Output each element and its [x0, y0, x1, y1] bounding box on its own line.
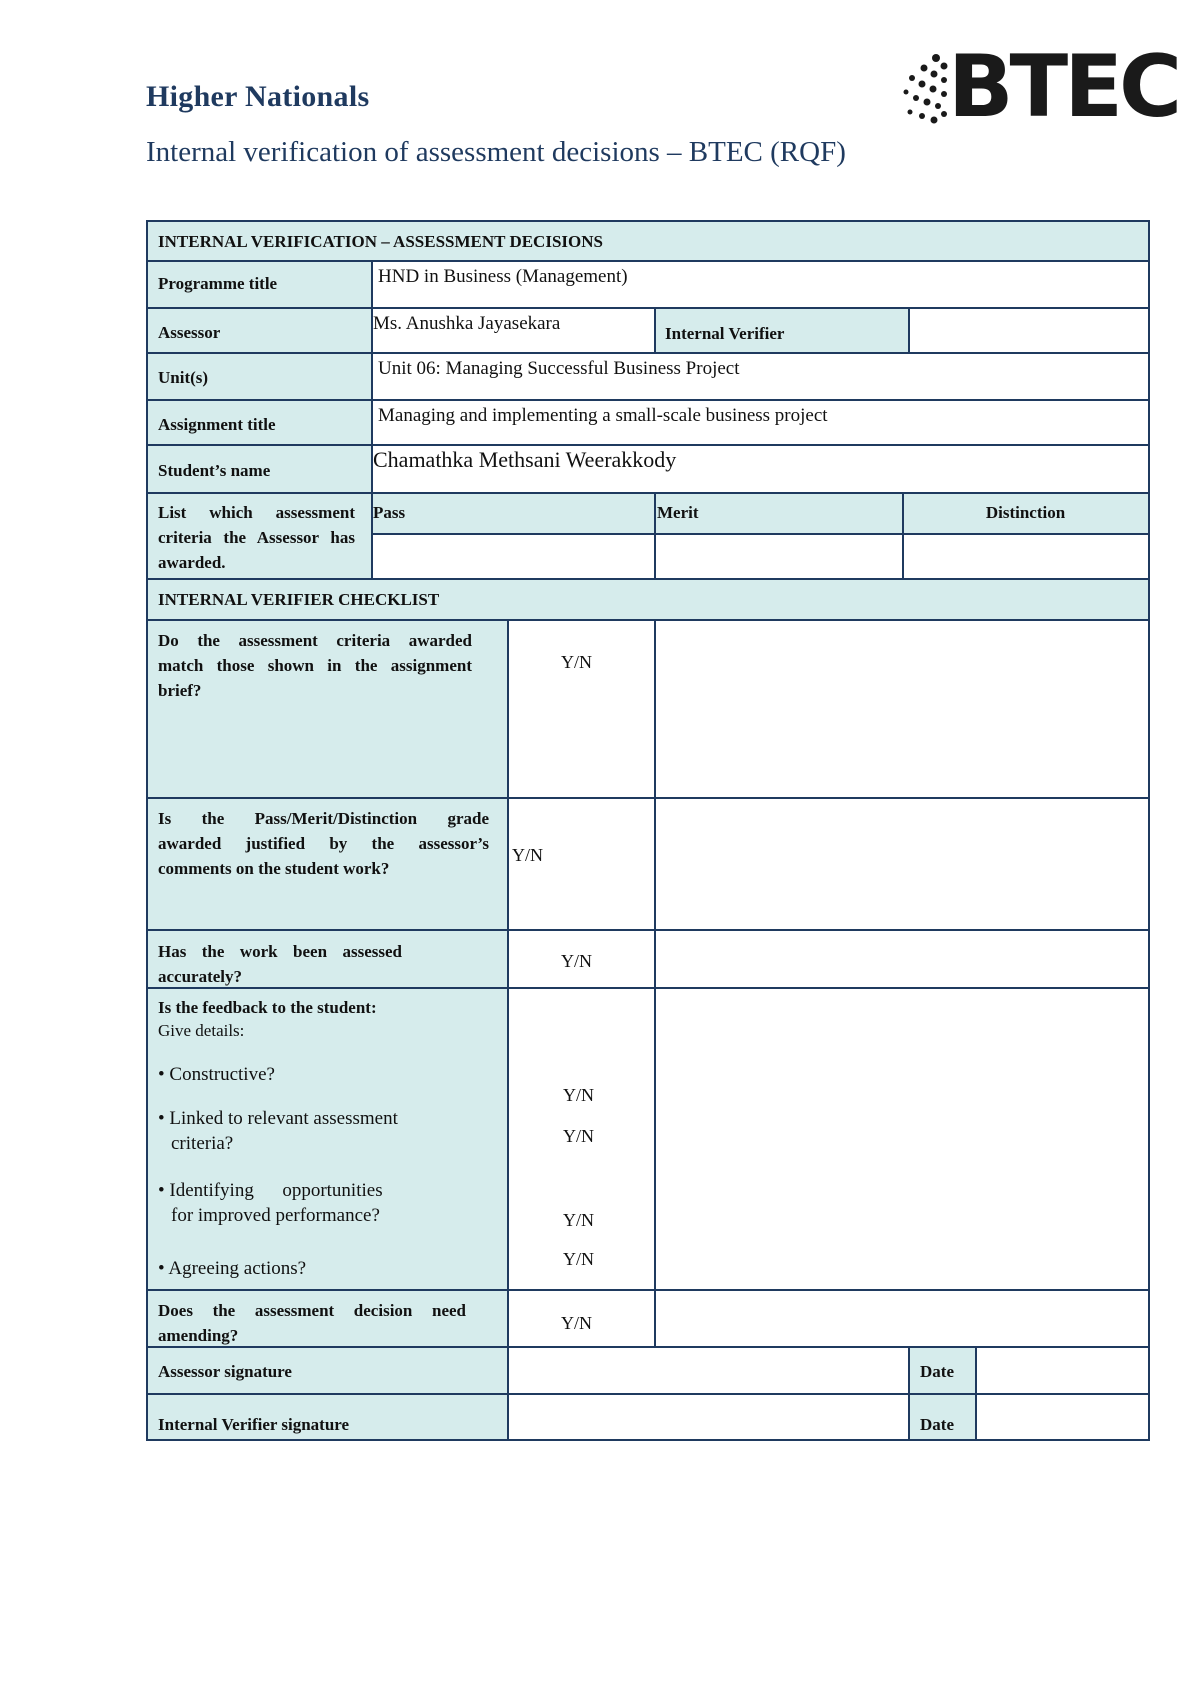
q-grade-justified-yn[interactable]: Y/N [512, 845, 543, 865]
assessor-date-field[interactable] [977, 1348, 1148, 1393]
checklist-heading: INTERNAL VERIFIER CHECKLIST [158, 590, 440, 609]
dots-icon [900, 52, 950, 132]
q-criteria-match: Do the assessment criteria awarded match those shown in the assignment brief? [158, 631, 472, 700]
verifier-date-label: Date [920, 1415, 954, 1434]
q-assessed-accurately-yn[interactable]: Y/N [561, 951, 592, 971]
feedback-agreeing-actions: • Agreeing actions? [158, 1258, 307, 1279]
assessor-signature-field[interactable] [509, 1348, 908, 1393]
q-feedback-title: Is the feedback to the student: [158, 998, 377, 1017]
q-grade-justified: Is the Pass/Merit/Distinction grade awarded justified by the assessor’s comments on the student work? [158, 809, 489, 878]
assignment-title-value: Managing and implementing a small-scale business project [378, 405, 828, 426]
assessor-label: Assessor [158, 323, 221, 342]
feedback-yn-2[interactable]: Y/N [563, 1126, 594, 1146]
btec-logo [900, 37, 1179, 138]
feedback-linked-cont: criteria? [171, 1133, 234, 1154]
q-decision-amending-yn[interactable]: Y/N [561, 1313, 592, 1333]
q-feedback-subtitle: Give details: [158, 1021, 245, 1040]
programme-label: Programme title [158, 274, 278, 293]
header-title: Higher Nationals [146, 80, 370, 113]
distinction-criteria-field[interactable] [904, 535, 1148, 578]
criteria-label: List which assessment criteria the Assessor has awarded. [158, 503, 355, 572]
feedback-opportunities-cont: for improved performance? [171, 1205, 380, 1226]
q-assessed-accurately-comment[interactable] [656, 931, 1148, 987]
q-grade-justified-comment[interactable] [656, 799, 1148, 929]
feedback-yn-4[interactable]: Y/N [563, 1249, 594, 1269]
programme-value: HND in Business (Management) [378, 266, 628, 287]
unit-label: Unit(s) [158, 368, 209, 387]
q-decision-amending: Does the assessment decision need amending? [158, 1301, 466, 1345]
feedback-yn-1[interactable]: Y/N [563, 1085, 594, 1105]
feedback-opportunities: • Identifying opportunities [158, 1180, 383, 1201]
merit-criteria-field[interactable] [656, 535, 902, 578]
q-criteria-match-yn[interactable]: Y/N [561, 652, 592, 672]
pass-header: Pass [373, 503, 406, 522]
q-criteria-match-comment[interactable] [656, 621, 1148, 797]
q-decision-amending-comment[interactable] [656, 1291, 1148, 1346]
assignment-title-label: Assignment title [158, 415, 276, 434]
student-name-label: Student’s name [158, 461, 271, 480]
q-feedback-comment[interactable] [656, 989, 1148, 1289]
feedback-yn-3[interactable]: Y/N [563, 1210, 594, 1230]
assessor-date-label: Date [920, 1362, 954, 1381]
header-subtitle: Internal verification of assessment decisions – BTEC (RQF) [146, 136, 846, 168]
feedback-constructive: • Constructive? [158, 1064, 275, 1085]
internal-verifier-label: Internal Verifier [665, 324, 785, 343]
unit-value: Unit 06: Managing Successful Business Project [378, 358, 740, 379]
merit-header: Merit [657, 503, 699, 522]
btec-wordmark: BTEC [948, 37, 1179, 137]
assessor-signature-label: Assessor signature [158, 1362, 292, 1381]
feedback-linked: • Linked to relevant assessment [158, 1108, 398, 1129]
student-name-value: Chamathka Methsani Weerakkody [373, 447, 677, 472]
verifier-signature-field[interactable] [509, 1395, 908, 1439]
verifier-signature-label: Internal Verifier signature [158, 1415, 350, 1434]
q-assessed-accurately: Has the work been assessed accurately? [158, 942, 402, 986]
distinction-header: Distinction [985, 503, 1066, 522]
assessor-value: Ms. Anushka Jayasekara [373, 313, 561, 334]
pass-criteria-field[interactable] [373, 535, 654, 578]
decisions-heading: INTERNAL VERIFICATION – ASSESSMENT DECISIONS [158, 232, 603, 251]
verifier-date-field[interactable] [977, 1395, 1148, 1439]
